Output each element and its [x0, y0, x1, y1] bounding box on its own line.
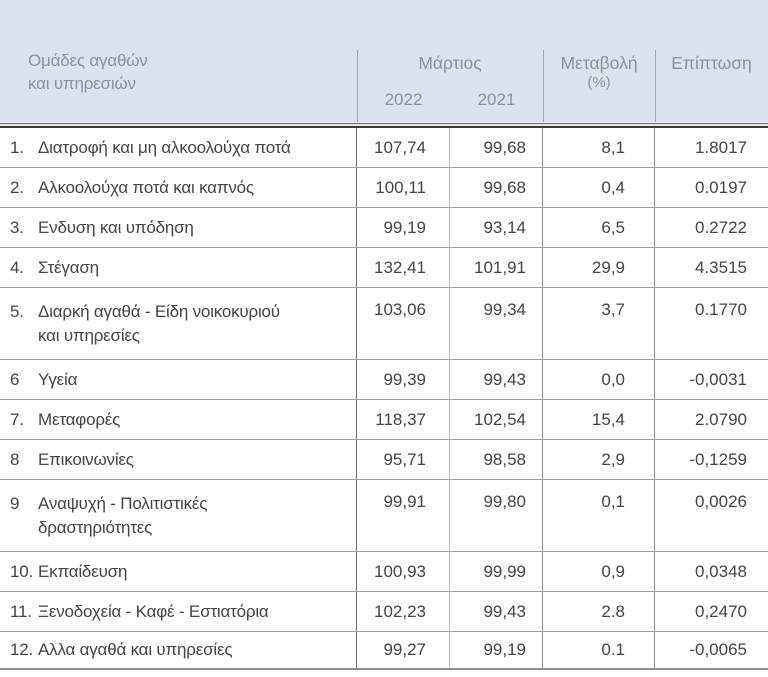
header-change [543, 53, 655, 93]
table-row [0, 168, 768, 208]
value-2021: 93,14 [450, 208, 543, 247]
value-impact: 1.8017 [695, 137, 747, 157]
header-month: Μάρτιος [418, 53, 482, 73]
value-2021: 99,43 [450, 360, 543, 399]
row-number: 1. [10, 137, 24, 157]
category-name: Επικοινωνίες [38, 449, 134, 469]
value-impact: -0,0031 [689, 369, 747, 389]
table-row [0, 288, 768, 360]
value-change: 0,9 [543, 552, 655, 591]
category-name-line2: δραστηριότητες [38, 517, 153, 537]
category-name: Αναψυχή - Πολιτιστικές [38, 493, 208, 513]
category-name: Αλκοολούχα ποτά και καπνός [38, 177, 254, 197]
value-2022: 132,41 [357, 248, 450, 287]
value-change: 0.1 [543, 632, 655, 668]
header-divider [357, 50, 358, 122]
category-name-line2: και υπηρεσίες [38, 325, 140, 345]
value-2022: 100,93 [357, 552, 450, 591]
row-number: 2. [10, 177, 24, 197]
value-2022: 99,27 [357, 632, 450, 668]
value-2021: 98,58 [450, 440, 543, 479]
header-change-line2: (%) [587, 74, 611, 91]
value-impact: -0,0065 [689, 640, 747, 659]
value-impact: 0,2470 [695, 601, 747, 621]
value-change: 15,4 [543, 400, 655, 439]
value-2022: 102,23 [357, 592, 450, 631]
value-change: 2,9 [543, 440, 655, 479]
value-impact: 0,0348 [695, 561, 747, 581]
value-impact: 0,0026 [695, 492, 747, 511]
table-header [0, 0, 768, 122]
category-name: Εκπαίδευση [38, 561, 128, 581]
value-2022: 107,74 [357, 128, 450, 167]
value-2021: 99,43 [450, 592, 543, 631]
value-2022: 103,06 [357, 288, 450, 359]
category-name: Αλλα αγαθά και υπηρεσίες [38, 640, 233, 659]
header-year-2021: 2021 [477, 90, 516, 109]
value-2022: 118,37 [357, 400, 450, 439]
value-change: 8,1 [543, 128, 655, 167]
value-change: 0,1 [543, 480, 655, 551]
table-row [0, 400, 768, 440]
value-2021: 99,80 [450, 480, 543, 551]
value-change: 29,9 [543, 248, 655, 287]
value-2021: 99,68 [450, 168, 543, 207]
table-row [0, 480, 768, 552]
value-change: 0,0 [543, 360, 655, 399]
table-row [0, 248, 768, 288]
value-impact: -0,1259 [689, 449, 747, 469]
value-2022: 99,39 [357, 360, 450, 399]
value-impact: 4.3515 [695, 257, 747, 277]
table-row [0, 208, 768, 248]
row-number: 9 [10, 493, 20, 513]
value-impact: 0.0197 [695, 177, 747, 197]
category-name: Υγεία [38, 369, 78, 389]
value-impact: 0.1770 [695, 300, 747, 319]
header-groups [28, 49, 148, 95]
header-impact: Επίπτωση [671, 53, 752, 73]
table-bottom-rule [0, 668, 768, 670]
header-change-line1: Μεταβολή [560, 53, 638, 73]
header-groups-line2: και υπηρεσιών [28, 74, 136, 93]
row-number: 6 [10, 369, 20, 389]
category-name: Στέγαση [38, 257, 99, 277]
table-row [0, 128, 768, 168]
row-number: 3. [10, 217, 24, 237]
header-divider [543, 50, 544, 122]
value-2021: 101,91 [450, 248, 543, 287]
row-number: 12. [10, 640, 34, 659]
row-number: 11. [10, 601, 32, 621]
row-number: 4. [10, 257, 24, 277]
table-row [0, 360, 768, 400]
value-2022: 100,11 [357, 168, 450, 207]
value-impact: 2.0790 [695, 409, 747, 429]
row-number: 7. [10, 409, 24, 429]
header-divider [655, 50, 656, 122]
value-2022: 95,71 [357, 440, 450, 479]
category-name: Ενδυση και υπόδηση [38, 217, 194, 237]
table-body [0, 128, 768, 668]
value-change: 2.8 [543, 592, 655, 631]
header-year-2022: 2022 [384, 90, 423, 109]
value-2021: 99,99 [450, 552, 543, 591]
value-2021: 99,34 [450, 288, 543, 359]
category-name: Ξενοδοχεία - Καφέ - Εστιατόρια [38, 601, 269, 621]
row-number: 5. [10, 301, 24, 321]
value-change: 6,5 [543, 208, 655, 247]
value-impact: 0.2722 [695, 217, 747, 237]
row-number: 8 [10, 449, 20, 469]
header-groups-line1: Ομάδες αγαθών [28, 51, 148, 70]
category-name: Μεταφορές [38, 409, 121, 429]
category-name: Διατροφή και μη αλκοολούχα ποτά [38, 137, 291, 157]
table-row [0, 592, 768, 632]
value-2022: 99,19 [357, 208, 450, 247]
value-change: 3,7 [543, 288, 655, 359]
value-2021: 99,68 [450, 128, 543, 167]
value-2021: 99,19 [450, 632, 543, 668]
category-name: Διαρκή αγαθά - Είδη νοικοκυριού [38, 301, 280, 321]
table-row [0, 440, 768, 480]
table-row [0, 552, 768, 592]
row-number: 10. [10, 561, 34, 581]
value-2021: 102,54 [450, 400, 543, 439]
table-row [0, 632, 768, 668]
value-change: 0,4 [543, 168, 655, 207]
value-2022: 99,91 [357, 480, 450, 551]
